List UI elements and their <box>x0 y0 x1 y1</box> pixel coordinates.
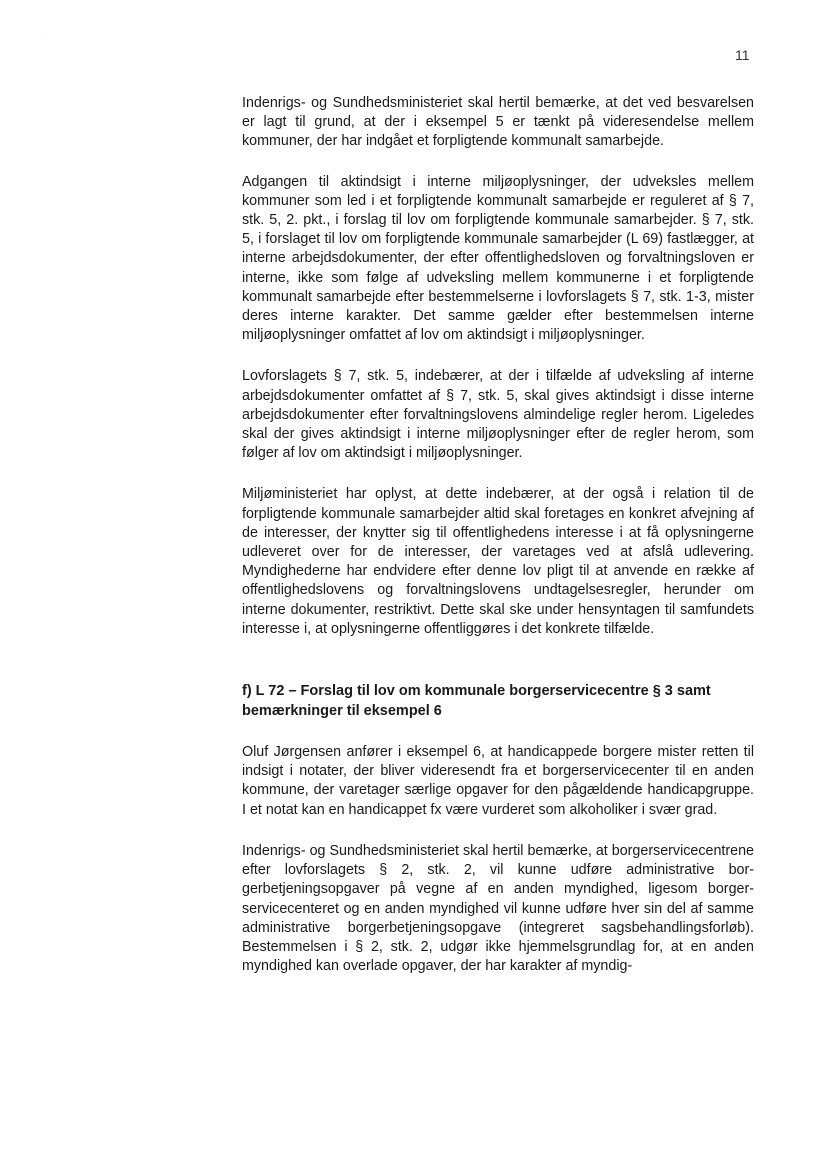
section-heading: f) L 72 – Forslag til lov om kommunale borgerservicecentre § 3 samt bemærkninger til eksempel 6 <box>242 683 711 719</box>
page-number: 11 <box>735 47 750 63</box>
document-body <box>242 94 754 976</box>
paragraph-access-regulation: Adgangen til aktindsigt i interne miljøoplysninger, der udveksles mellem kommuner som led i et forpligtende kommunalt samarbejde er reguleret af § 7, stk. 5, 2. pkt., i forslag til lov om forpligtende kommunale samarbejder. § 7, stk. 5, i forslaget til lov om forpligtende kommunale samarbejder (L 69) fastlægger, at interne arbejdsdokumenter, der efter offentlighedsloven og forvaltningsloven er interne, ikke som følge af udveksling mellem kommunerne i et forpligtende kommunalt samarbejde efter bestemmelserne i lovforslagets § 7, stk. 1-3, mister deres interne karakter. Det samme gælder efter bestemmelsen interne miljøoplysninger omfattet af lov om aktindsigt i miljøoplysninger. <box>242 173 754 344</box>
paragraph-bill-implication: Lovforslagets § 7, stk. 5, indebærer, at der i tilfælde af udveksling af interne arbejdsdokumenter omfattet af § 7, stk. 5, skal gives aktindsigt i disse interne arbejdsdokumenter efter forvaltningslovens almindelige regler herom. Ligeledes skal der gives aktindsigt i interne miljøoplysninger efter de regler herom, som følger af lov om aktindsigt i miljøoplysninger. <box>242 368 754 462</box>
paragraph-citizen-service-centres: Indenrigs- og Sundhedsministeriet skal hertil bemærke, at borgerservicecentrene efter lovforslagets § 2, stk. 2, vil kunne udføre administrative borgerbetjeningsopgaver på vegne af en anden myndighed, ligesom borgerservicecenteret og en anden myndighed vil kunne udføre hver sin del af samme administrative borgerbetjeningsopgave (integreret sagsbehandlingsforløb). Bestemmelsen i § 2, stk. 2, udgør ikke hjemmelsgrundlag for, at en anden myndighed kan overlade opgaver, der har karakter af myndig- <box>242 842 754 975</box>
paragraph-example-6: Oluf Jørgensen anfører i eksempel 6, at handicappede borgere mister retten til indsigt i notater, der bliver videresendt fra et borgerservicecenter til en anden kommune, der varetager særlige opgaver for den pågældende handicapgruppe. I et notat kan en handicappet fx være vurderet som alkoholiker i svær grad. <box>242 744 754 818</box>
paragraph-environment-ministry: Miljøministeriet har oplyst, at dette indebærer, at der også i relation til de forpligtende kommunale samarbejder altid skal foretages en konkret afvejning af de interesser, der knytter sig til offentlighedens interesse i at få oplysningerne udleveret over for de interesser, der varetages ved at afslå udlevering. Myndighederne har endvidere efter denne lov pligt til at anvende en række af offentlighedslovens og forvaltningslovens undtagelsesregler, herunder om interne dokumenter, restriktivt. Dette skal ske under hensyntagen til samfundets interesse i, at oplysningerne offentliggøres i det konkrete tilfælde. <box>242 486 754 637</box>
paragraph-ministry-remark: Indenrigs- og Sundhedsministeriet skal hertil bemærke, at det ved besvarelsen er lagt til grund, at der i eksempel 5 er tænkt på videresendelse mellem kommuner, der har indgået et forpligtende kommunalt samarbejde. <box>242 95 754 150</box>
scan-mark <box>46 34 47 35</box>
